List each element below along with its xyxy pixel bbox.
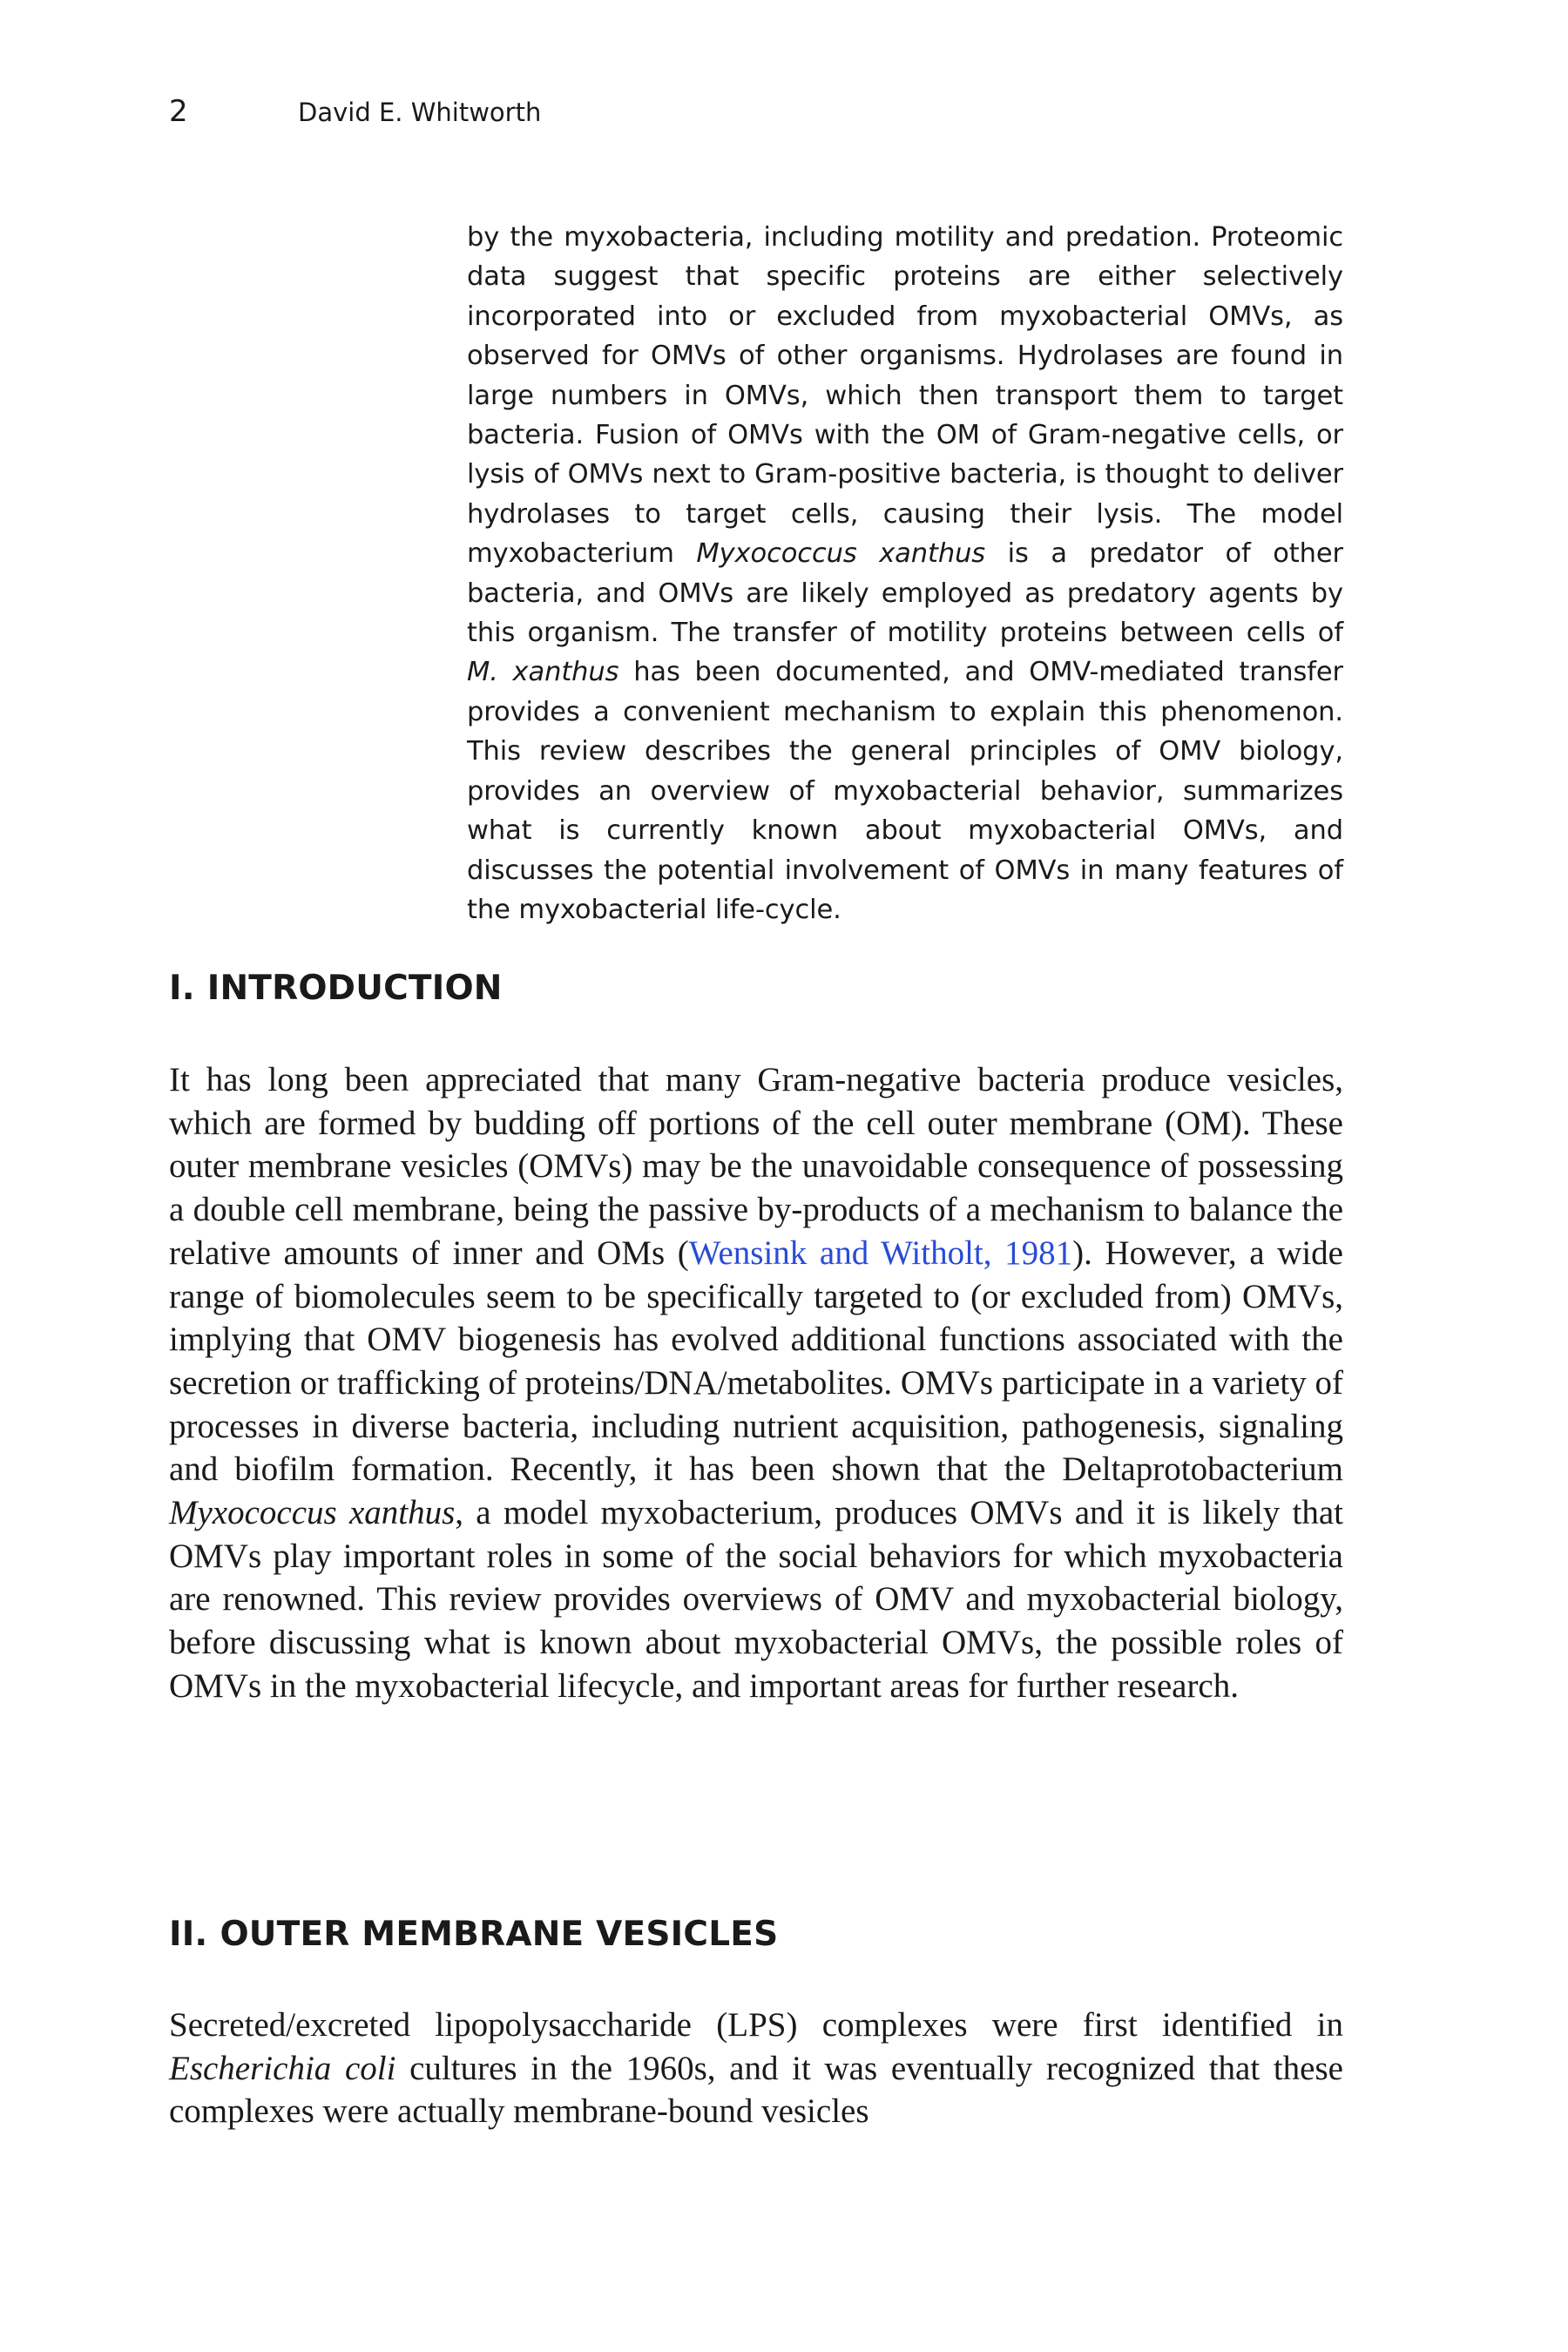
omv-text-part-2: cultures in the 1960s, and it was eventually recognized that these complexes were actually membrane-bound vesicles	[169, 2049, 1343, 2131]
abstract-text-part-1: by the myxobacteria, including motility and predation. Proteomic data suggest that specific proteins are either selectively incorporated into or excluded from myxobacterial OMVs, as observed for OMVs of other organisms. Hydrolases are found in large numbers in OMVs, which then transport them to target bacteria. Fusion of OMVs with the OM of Gram-negative cells, or lysis of OMVs next to Gram-positive bacteria, is thought to deliver hydrolases to target cells, causing their lysis. The model myxobacterium	[467, 222, 1343, 570]
introduction-paragraph	[169, 1058, 1343, 1708]
page-number: 2	[169, 94, 188, 129]
section-heading-introduction	[169, 969, 503, 1008]
species-name: Myxococcus xanthus	[169, 1494, 456, 1532]
section-title: INTRODUCTION	[206, 969, 503, 1008]
section-number: I.	[169, 969, 195, 1008]
species-name-abbrev: M. xanthus	[467, 657, 619, 688]
citation-link-wensink-witholt[interactable]: Wensink and Witholt, 1981	[688, 1233, 1073, 1272]
omv-text-part-1: Secreted/excreted lipopolysaccharide (LPS) complexes were first identified in	[169, 2006, 1343, 2044]
abstract-text-part-2: is a predator of other bacteria, and OMVs are likely employed as predatory agents by this organism. The transfer of motility proteins between cells of	[467, 538, 1343, 649]
introduction-text-part-2: ). However, a wide range of biomolecules seem to be specifically targeted to (or excluded from) OMVs, implying that OMV biogenesis has evolved additional functions associated with the secretion or trafficking of proteins/DNA/metabolites. OMVs participate in a variety of processes in diverse bacteria, including nutrient acquisition, pathogenesis, signaling and biofilm formation. Recently, it has been shown that the Deltaprotobacterium	[169, 1233, 1343, 1489]
running-head-author: David E. Whitworth	[298, 98, 542, 127]
outer-membrane-vesicles-paragraph	[169, 2004, 1343, 2133]
abstract-paragraph	[467, 218, 1343, 929]
abstract-text-part-3: has been documented, and OMV-mediated transfer provides a convenient mechanism to explain this phenomenon. This review describes the general principles of OMV biology, provides an overview of myxobacterial behavior, summarizes what is currently known about myxobacterial OMVs, and discusses the potential involvement of OMVs in many features of the myxobacterial life-cycle.	[467, 657, 1343, 925]
species-name: Escherichia coli	[169, 2049, 396, 2087]
species-name: Myxococcus xanthus	[696, 538, 986, 570]
section-heading-outer-membrane-vesicles	[169, 1915, 778, 1954]
introduction-text-part-3: , a model myxobacterium, produces OMVs and it is likely that OMVs play important roles in some of the social behaviors for which myxobacteria are renowned. This review provides overviews of OMV and myxobacterial biology, before discussing what is known about myxobacterial OMVs, the possible roles of OMVs in the myxobacterial lifecycle, and important areas for further research.	[169, 1494, 1343, 1705]
section-number: II.	[169, 1915, 208, 1954]
introduction-text-part-1: It has long been appreciated that many Gram-negative bacteria produce vesicles, which are formed by budding off portions of the cell outer membrane (OM). These outer membrane vesicles (OMVs) may be the unavoidable consequence of possessing a double cell membrane, being the passive by-products of a mechanism to balance the relative amounts of inner and OMs (	[169, 1061, 1343, 1272]
section-title: OUTER MEMBRANE VESICLES	[220, 1915, 779, 1954]
running-head	[169, 94, 541, 129]
